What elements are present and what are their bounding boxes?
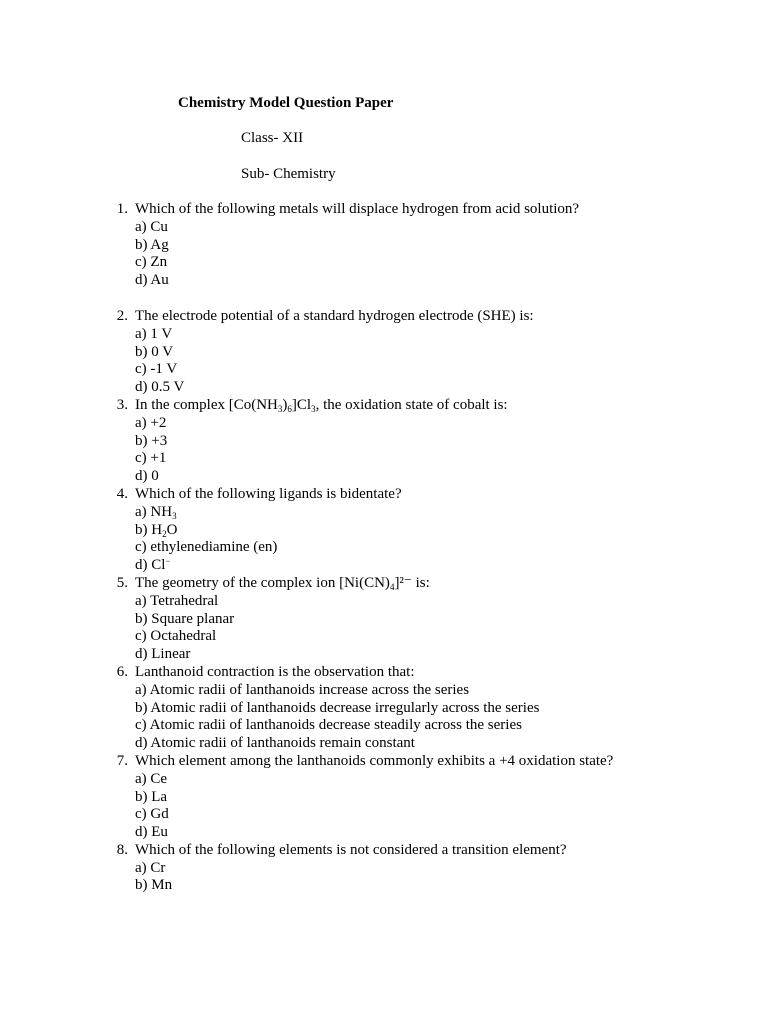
option-c: c) Zn (135, 254, 168, 271)
option-a (135, 504, 740, 522)
option-b: b) La (135, 788, 168, 805)
question-8 (110, 842, 740, 895)
text-part: In the complex [Co(NH (135, 396, 278, 413)
option-c: c) -1 V (135, 361, 178, 378)
option-d: d) Linear (135, 646, 191, 663)
option-d: d) Eu (135, 824, 168, 841)
option-c: c) Gd (135, 806, 169, 823)
text-part: ]Cl (291, 396, 312, 413)
subscript: 4 (389, 581, 395, 592)
option-b: b) Square planar (135, 610, 235, 627)
option-d: d) 0 (135, 468, 159, 485)
text-part: , the oxidation state of cobalt is: (315, 396, 508, 413)
option-text: a) NH (135, 503, 173, 520)
question-text: Which of the following elements is not considered a transition element? (135, 841, 567, 858)
question-number: 3. (116, 396, 128, 413)
subscript: 3 (311, 403, 316, 414)
class-line: Class- XII (241, 130, 304, 146)
question-number: 8. (116, 841, 128, 858)
option-d: d) 0.5 V (135, 379, 185, 396)
option-c: c) ethylenediamine (en) (135, 539, 278, 556)
text-part: ) (282, 396, 288, 413)
option-b: b) 0 V (135, 343, 174, 360)
question-6 (110, 664, 740, 753)
option-a: a) Atomic radii of lanthanoids increase across the series (135, 681, 470, 698)
question-number: 4. (116, 485, 128, 502)
question-text: Which of the following ligands is bidentate? (135, 485, 402, 502)
subscript: 3 (277, 403, 283, 414)
question-1 (110, 201, 740, 290)
question-3 (110, 397, 740, 486)
question-5 (110, 575, 740, 664)
subscript: 3 (172, 510, 177, 521)
option-a: a) 1 V (135, 325, 173, 342)
question-number: 5. (116, 574, 128, 591)
subscript: 6 (287, 403, 292, 414)
option-a: a) Cu (135, 218, 168, 235)
question-number: 6. (116, 663, 128, 680)
question-number: 2. (116, 307, 128, 324)
option-b: b) Ag (135, 236, 169, 253)
option-c: c) Atomic radii of lanthanoids decrease steadily across the series (135, 717, 522, 734)
option-text: O (166, 521, 178, 538)
question-4 (110, 486, 740, 575)
question-text: The electrode potential of a standard hydrogen electrode (SHE) is: (135, 307, 534, 324)
option-c: c) +1 (135, 450, 167, 467)
option-a: a) +2 (135, 414, 167, 431)
option-b: b) Atomic radii of lanthanoids decrease irregularly across the series (135, 699, 540, 716)
question-number: 1. (116, 201, 128, 217)
subject-line: Sub- Chemistry (241, 166, 336, 182)
option-a: a) Cr (135, 859, 166, 876)
option-d: d) Au (135, 272, 169, 289)
option-a: a) Tetrahedral (135, 592, 219, 609)
option-text: d) Cl (135, 557, 166, 574)
option-b: b) Mn (135, 877, 173, 894)
question-list (110, 201, 740, 895)
question-text: Which of the following metals will displace hydrogen from acid solution? (135, 201, 580, 217)
superscript: − (165, 556, 171, 567)
option-text: b) H (135, 521, 163, 538)
question-text (135, 575, 740, 593)
question-text: Lanthanoid contraction is the observation that: (135, 663, 415, 680)
text-part: The geometry of the complex ion [Ni(CN) (135, 574, 390, 591)
text-part: ]²⁻ is: (394, 574, 430, 591)
question-number: 7. (116, 752, 128, 769)
option-d: d) Atomic radii of lanthanoids remain constant (135, 735, 415, 752)
option-d (135, 557, 740, 575)
question-2 (110, 308, 740, 397)
question-7 (110, 753, 740, 842)
subscript: 2 (162, 528, 167, 539)
paper-title: Chemistry Model Question Paper (178, 95, 394, 111)
option-a: a) Ce (135, 770, 168, 787)
option-c: c) Octahedral (135, 628, 217, 645)
question-text (135, 397, 740, 415)
question-text: Which element among the lanthanoids commonly exhibits a +4 oxidation state? (135, 752, 614, 769)
option-b (135, 522, 740, 540)
option-b: b) +3 (135, 432, 168, 449)
